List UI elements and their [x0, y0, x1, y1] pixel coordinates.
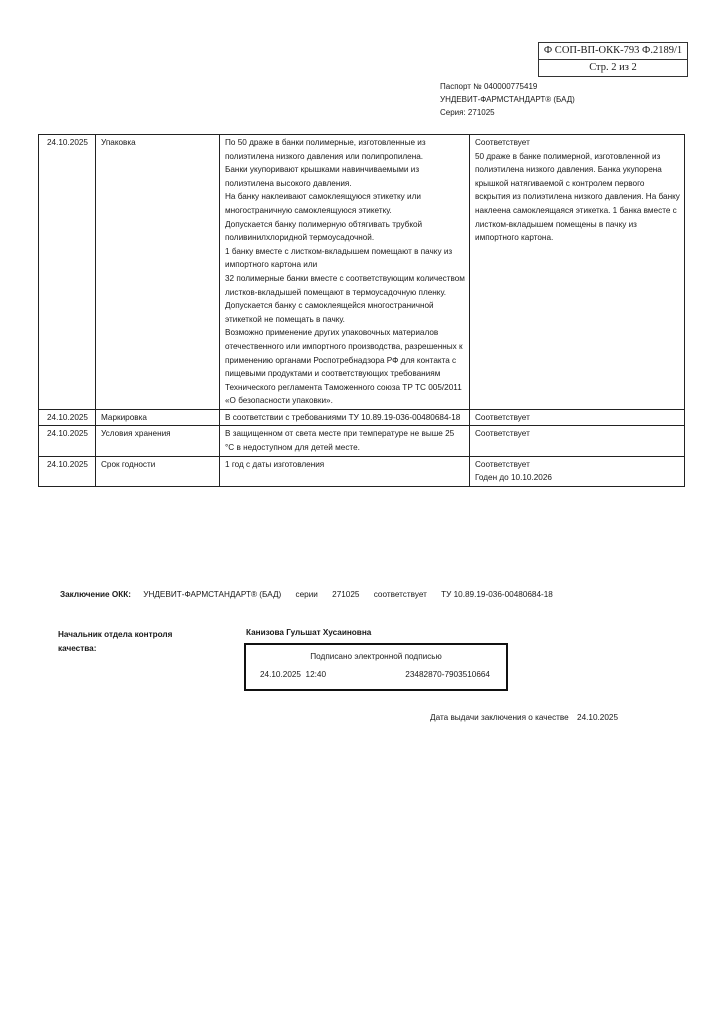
conclusion-spec: ТУ 10.89.19-036-00480684-18 [441, 590, 553, 599]
issue-label: Дата выдачи заключения о качестве [430, 713, 569, 722]
row-date: 24.10.2025 [39, 426, 96, 456]
conclusion-series-word: серии [295, 590, 318, 599]
passport-number: Паспорт № 040000775419 [440, 82, 538, 91]
conclusion-product: УНДЕВИТ-ФАРМСТАНДАРТ® (БАД) [143, 590, 282, 599]
row-requirement: В защищенном от света месте при температуре не выше 25 °С в недоступном для детей месте. [220, 426, 470, 456]
table-row [39, 135, 685, 410]
issue-date: 24.10.2025 [577, 713, 618, 722]
table-row [39, 409, 685, 426]
issue-date-line [430, 713, 618, 722]
signature-title: Подписано электронной подписью [310, 652, 442, 661]
conclusion-series: 271025 [332, 590, 360, 599]
row-requirement: В соответствии с требованиями ТУ 10.89.19-036-00480684-18 [220, 409, 470, 426]
row-result: Соответствует [470, 409, 685, 426]
signer-name: Канизова Гульшат Хусаиновна [246, 628, 372, 637]
series: Серия: 271025 [440, 108, 495, 117]
row-parameter: Срок годности [96, 456, 220, 486]
conclusion-label: Заключение ОКК: [60, 590, 131, 599]
form-code: Ф СОП-ВП-ОКК-793 Ф.2189/1 [543, 45, 683, 56]
signer-position: Начальник отдела контроля качества: [58, 630, 173, 653]
signature-cert-number: 23482870-7903510664 [405, 670, 490, 679]
row-date: 24.10.2025 [39, 135, 96, 410]
form-code-box [538, 42, 688, 77]
row-requirement: 1 год с даты изготовления [220, 456, 470, 486]
signature-datetime: 24.10.2025 12:40 [260, 670, 327, 679]
table-row [39, 456, 685, 486]
row-result: Соответствует 50 драже в банке полимерной, изготовленной из полиэтилена низкого давления. Банка укупорена крышкой натягиваемой с контролем первого вскрытия из полиэтилена низкого давления. На банку наклеена самоклеящаяся этикетка. 1 банка вместе с листком-вкладышем помещены в пачку из импортного картона. [470, 135, 685, 410]
row-parameter: Условия хранения [96, 426, 220, 456]
row-result: Соответствует [470, 426, 685, 456]
row-requirement: По 50 драже в банки полимерные, изготовленные из полиэтилена низкого давления или полипропилена. Банки укупоривают крышками навинчиваемыми из полиэтилена высокого давления. На банку наклеивают самоклеящуюся этикетку или многостраничную самоклеящуюся этикетку. Допускается банку полимерную обтягивать трубкой поливинилхлоридной термоусадочной. 1 банку вместе с листком-вкладышем помещают в пачку из импортного картона или 32 полимерные банки вместе с соответствующим количеством листков-вкладышей помещают в термоусадочную пленку. Допускается банку с самоклеящейся многостраничной этикеткой не помещать в пачку. Возможно применение других упаковочных материалов отечественного или импортного производства, разрешенных к применению органами Роспотребнадзора РФ для контакта с пищевыми продуктами и соответствующих требованиям Технического регламента Таможенного союза ТР ТС 005/2011 «О безопасности упаковки». [220, 135, 470, 410]
electronic-signature-box [244, 643, 508, 691]
row-parameter: Маркировка [96, 409, 220, 426]
page-label: Стр. 2 из 2 [539, 59, 687, 76]
table-row [39, 426, 685, 456]
row-result: Соответствует Годен до 10.10.2026 [470, 456, 685, 486]
conclusion-verdict: соответствует [373, 590, 427, 599]
row-parameter: Упаковка [96, 135, 220, 410]
conclusion-line [60, 590, 565, 599]
quality-table [38, 134, 685, 487]
row-date: 24.10.2025 [39, 409, 96, 426]
passport-block [440, 80, 575, 119]
product-name: УНДЕВИТ-ФАРМСТАНДАРТ® (БАД) [440, 95, 575, 104]
row-date: 24.10.2025 [39, 456, 96, 486]
